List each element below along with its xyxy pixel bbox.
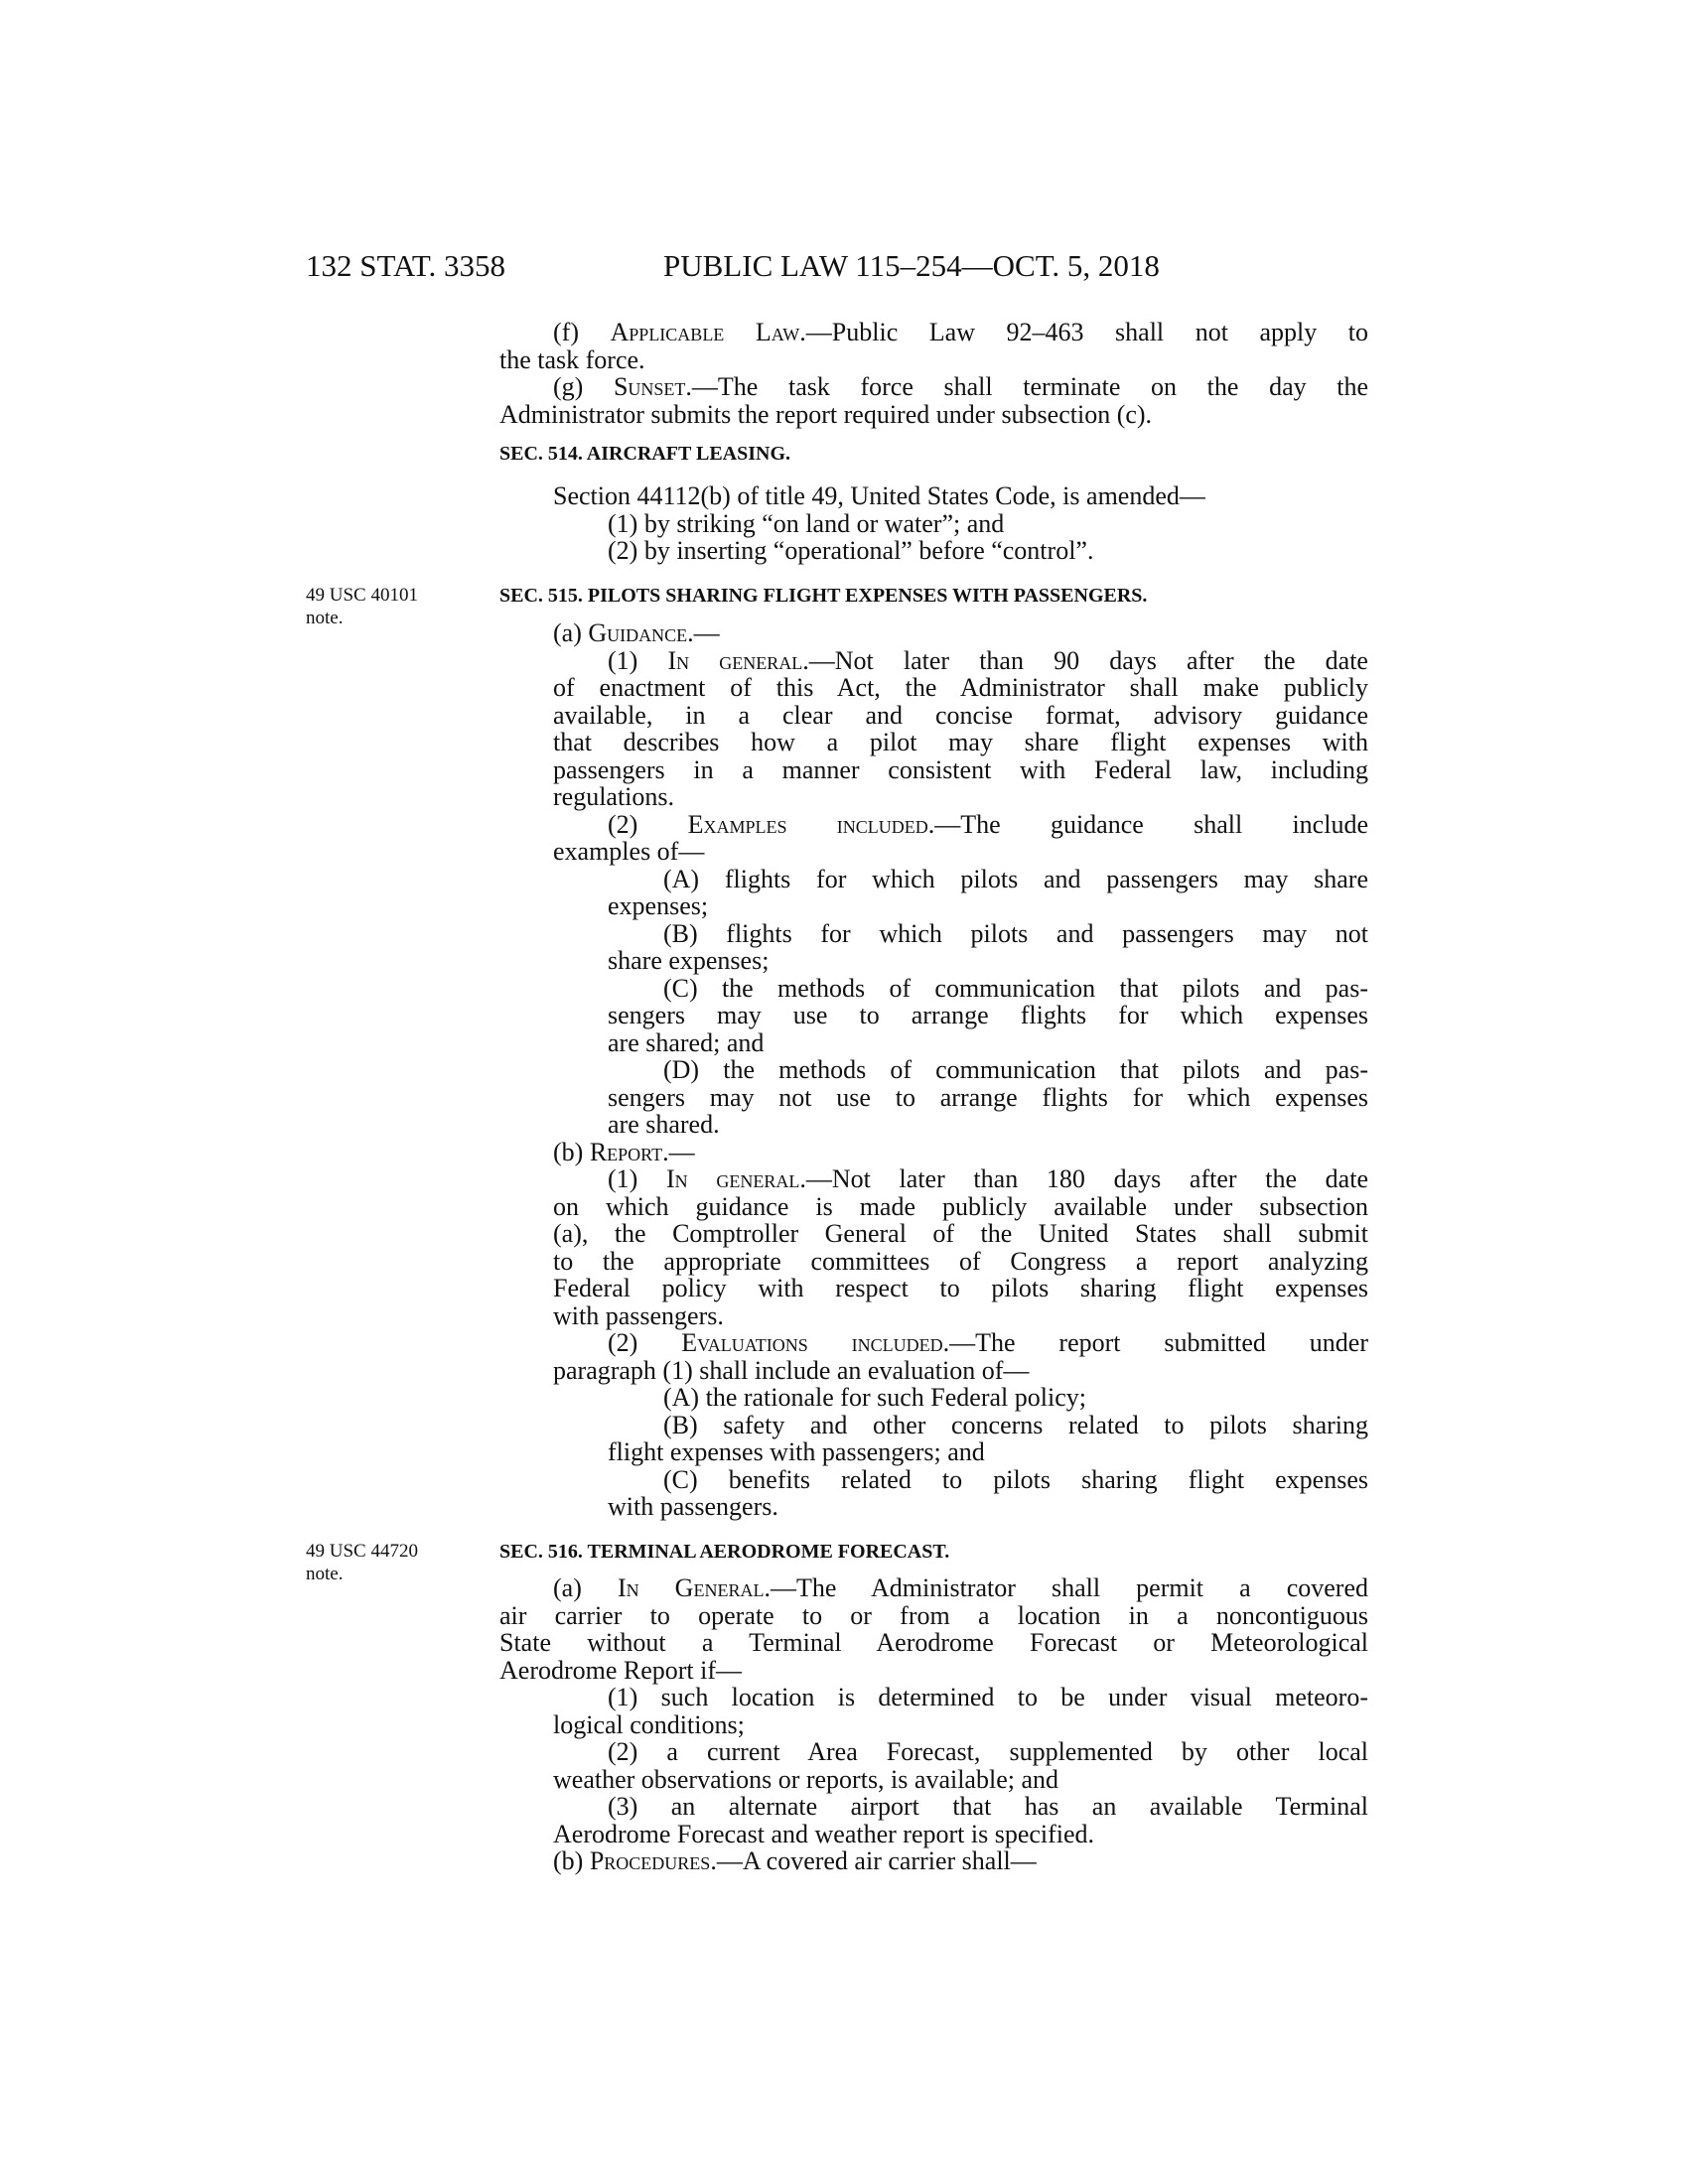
text-line: [553, 319, 1368, 346]
text-line: (B) flights for which pilots and passengers may not: [663, 918, 1368, 948]
text-line: that describes how a pilot may share flight expenses with: [553, 728, 1368, 756]
text-line: the task force.: [499, 344, 645, 374]
paragraph-designator: (1): [608, 1164, 667, 1193]
paragraph-text: .—Public Law 92–463 shall not apply to: [799, 318, 1368, 346]
text-line: are shared.: [608, 1110, 720, 1139]
section-514-heading: SEC. 514. AIRCRAFT LEASING.: [499, 443, 791, 465]
paragraph-designator: (1): [608, 645, 668, 675]
text-line: Aerodrome Report if—: [499, 1655, 743, 1685]
paragraph-heading: Report: [589, 1137, 663, 1166]
paragraph: [0, 920, 1688, 975]
paragraph: [0, 1412, 1688, 1466]
margin-note-515-citation: 49 USC 40101: [306, 585, 418, 606]
paragraph: [0, 1165, 1688, 1329]
paragraph: [0, 1574, 1688, 1684]
paragraph-text: .—The report submitted under: [942, 1328, 1368, 1357]
paragraph-heading: Applicable Law: [610, 318, 800, 346]
section-515-body: [0, 619, 1688, 1521]
margin-note-515-note: note.: [306, 608, 344, 628]
margin-note-516-citation: 49 USC 44720: [306, 1541, 418, 1562]
text-line: of enactment of this Act, the Administrator shall make publicly: [553, 673, 1368, 702]
paragraph-heading: Evaluations included: [681, 1328, 943, 1357]
section-514-body: [0, 482, 1688, 565]
paragraph: [0, 1466, 1688, 1521]
text-line: sengers may not use to arrange flights for which expenses: [608, 1082, 1368, 1112]
text-line: to the appropriate committees of Congress a report analyzing: [553, 1246, 1368, 1276]
paragraph: [0, 866, 1688, 920]
text-line: (3) an alternate airport that has an available Terminal: [608, 1792, 1368, 1821]
paragraph-heading: In General: [617, 1573, 765, 1602]
paragraph: [0, 1684, 1688, 1738]
text-line: (2) by inserting “operational” before “control”.: [608, 536, 1094, 565]
section-516-body: [0, 1574, 1688, 1875]
paragraph: [0, 1329, 1688, 1384]
text-line: (1) such location is determined to be under visual meteoro-: [608, 1683, 1368, 1711]
paragraph: [0, 1847, 1688, 1875]
text-line: [553, 1574, 1368, 1602]
paragraph-heading: In general: [666, 1164, 800, 1193]
text-line: (A) flights for which pilots and passengers may share: [663, 864, 1368, 893]
text-line: [608, 1165, 1368, 1193]
text-line: sengers may use to arrange flights for which expenses: [608, 1001, 1368, 1029]
paragraph-heading: Sunset: [613, 372, 686, 401]
paragraph-text: .—The task force shall terminate on the day the: [685, 372, 1368, 401]
text-line: weather observations or reports, is available; and: [553, 1764, 1058, 1794]
paragraph-text: .—A covered air carrier shall—: [710, 1846, 1037, 1875]
text-line: (C) benefits related to pilots sharing flight expenses: [663, 1464, 1368, 1494]
paragraph-heading: Guidance: [588, 618, 688, 647]
paragraph: [0, 482, 1688, 510]
text-line: (B) safety and other concerns related to pilots sharing: [663, 1410, 1368, 1439]
paragraph: [0, 1056, 1688, 1139]
paragraph-heading: Examples included: [687, 809, 928, 839]
section-515-heading: SEC. 515. PILOTS SHARING FLIGHT EXPENSES WITH PASSENGERS.: [499, 585, 1148, 607]
paragraph-designator: (b): [553, 1137, 590, 1166]
text-line: expenses;: [608, 891, 709, 920]
paragraph: [0, 647, 1688, 811]
text-line: [553, 619, 1368, 647]
paragraph-text: .—: [662, 1137, 695, 1166]
paragraph-designator: (a): [553, 1573, 618, 1602]
paragraph-designator: (b): [553, 1846, 590, 1875]
text-line: available, in a clear and concise format, advisory guidance: [553, 700, 1368, 730]
running-header-title: PUBLIC LAW 115–254—OCT. 5, 2018: [663, 248, 1160, 283]
paragraph: [0, 1139, 1688, 1166]
text-line: (C) the methods of communication that pilots and pas-: [663, 973, 1368, 1003]
paragraph-designator: (a): [553, 618, 589, 647]
paragraph-text: .—Not later than 180 days after the date: [799, 1164, 1368, 1193]
text-line: [608, 811, 1368, 839]
text-line: (A) the rationale for such Federal policy;: [663, 1383, 1086, 1412]
text-line: (2) a current Area Forecast, supplemented by other local: [608, 1737, 1368, 1766]
text-line: on which guidance is made publicly available under subsection: [553, 1191, 1368, 1221]
text-line: [553, 373, 1368, 401]
text-line: flight expenses with passengers; and: [608, 1437, 985, 1466]
paragraph: [0, 373, 1688, 428]
text-line: with passengers.: [608, 1492, 778, 1521]
text-line: share expenses;: [608, 946, 770, 975]
text-line: Administrator submits the report required under subsection (c).: [499, 399, 1153, 429]
paragraph: [0, 1738, 1688, 1793]
paragraph: [0, 537, 1688, 565]
block1: [0, 319, 1688, 428]
text-line: examples of—: [553, 837, 705, 866]
paragraph: [0, 975, 1688, 1057]
paragraph: [0, 619, 1688, 647]
paragraph: [0, 811, 1688, 866]
text-line: State without a Terminal Aerodrome Forecast or Meteorological: [499, 1628, 1368, 1657]
text-line: passengers in a manner consistent with Federal law, including: [553, 754, 1368, 784]
paragraph-designator: (2): [608, 809, 688, 839]
text-line: logical conditions;: [553, 1709, 745, 1739]
text-line: Section 44112(b) of title 49, United States Code, is amended—: [553, 481, 1205, 510]
paragraph: [0, 510, 1688, 538]
paragraph-text: .—The Administrator shall permit a covered: [764, 1573, 1368, 1602]
paragraph-designator: (f): [553, 318, 611, 346]
text-line: Aerodrome Forecast and weather report is specified.: [553, 1819, 1095, 1848]
paragraph-heading: In general: [667, 645, 803, 675]
paragraph-designator: (2): [608, 1328, 682, 1357]
paragraph-text: .—: [687, 618, 720, 647]
section-516-heading: SEC. 516. TERMINAL AERODROME FORECAST.: [499, 1541, 950, 1563]
text-line: [553, 1139, 1368, 1166]
text-line: (1) by striking “on land or water”; and: [608, 508, 1005, 538]
text-line: [608, 647, 1368, 675]
text-line: [608, 1329, 1368, 1357]
paragraph-designator: (g): [553, 372, 614, 401]
paragraph: [0, 319, 1688, 373]
paragraph-text: .—The guidance shall include: [927, 809, 1368, 839]
paragraph-heading: Procedures: [589, 1846, 711, 1875]
text-line: regulations.: [553, 782, 675, 811]
text-line: (a), the Comptroller General of the United States shall submit: [553, 1219, 1368, 1248]
page-stat-number: 132 STAT. 3358: [306, 248, 506, 283]
text-line: [553, 1847, 1368, 1875]
text-line: (D) the methods of communication that pilots and pas-: [663, 1055, 1368, 1084]
text-line: Federal policy with respect to pilots sharing flight expenses: [553, 1274, 1368, 1302]
text-line: paragraph (1) shall include an evaluation of—: [553, 1355, 1030, 1385]
paragraph: [0, 1793, 1688, 1847]
margin-note-516-note: note.: [306, 1564, 344, 1584]
paragraph-text: .—Not later than 90 days after the date: [802, 645, 1368, 675]
paragraph: [0, 1384, 1688, 1412]
text-line: with passengers.: [553, 1300, 724, 1330]
text-line: air carrier to operate to or from a location in a noncontiguous: [499, 1600, 1368, 1630]
text-line: are shared; and: [608, 1027, 765, 1057]
